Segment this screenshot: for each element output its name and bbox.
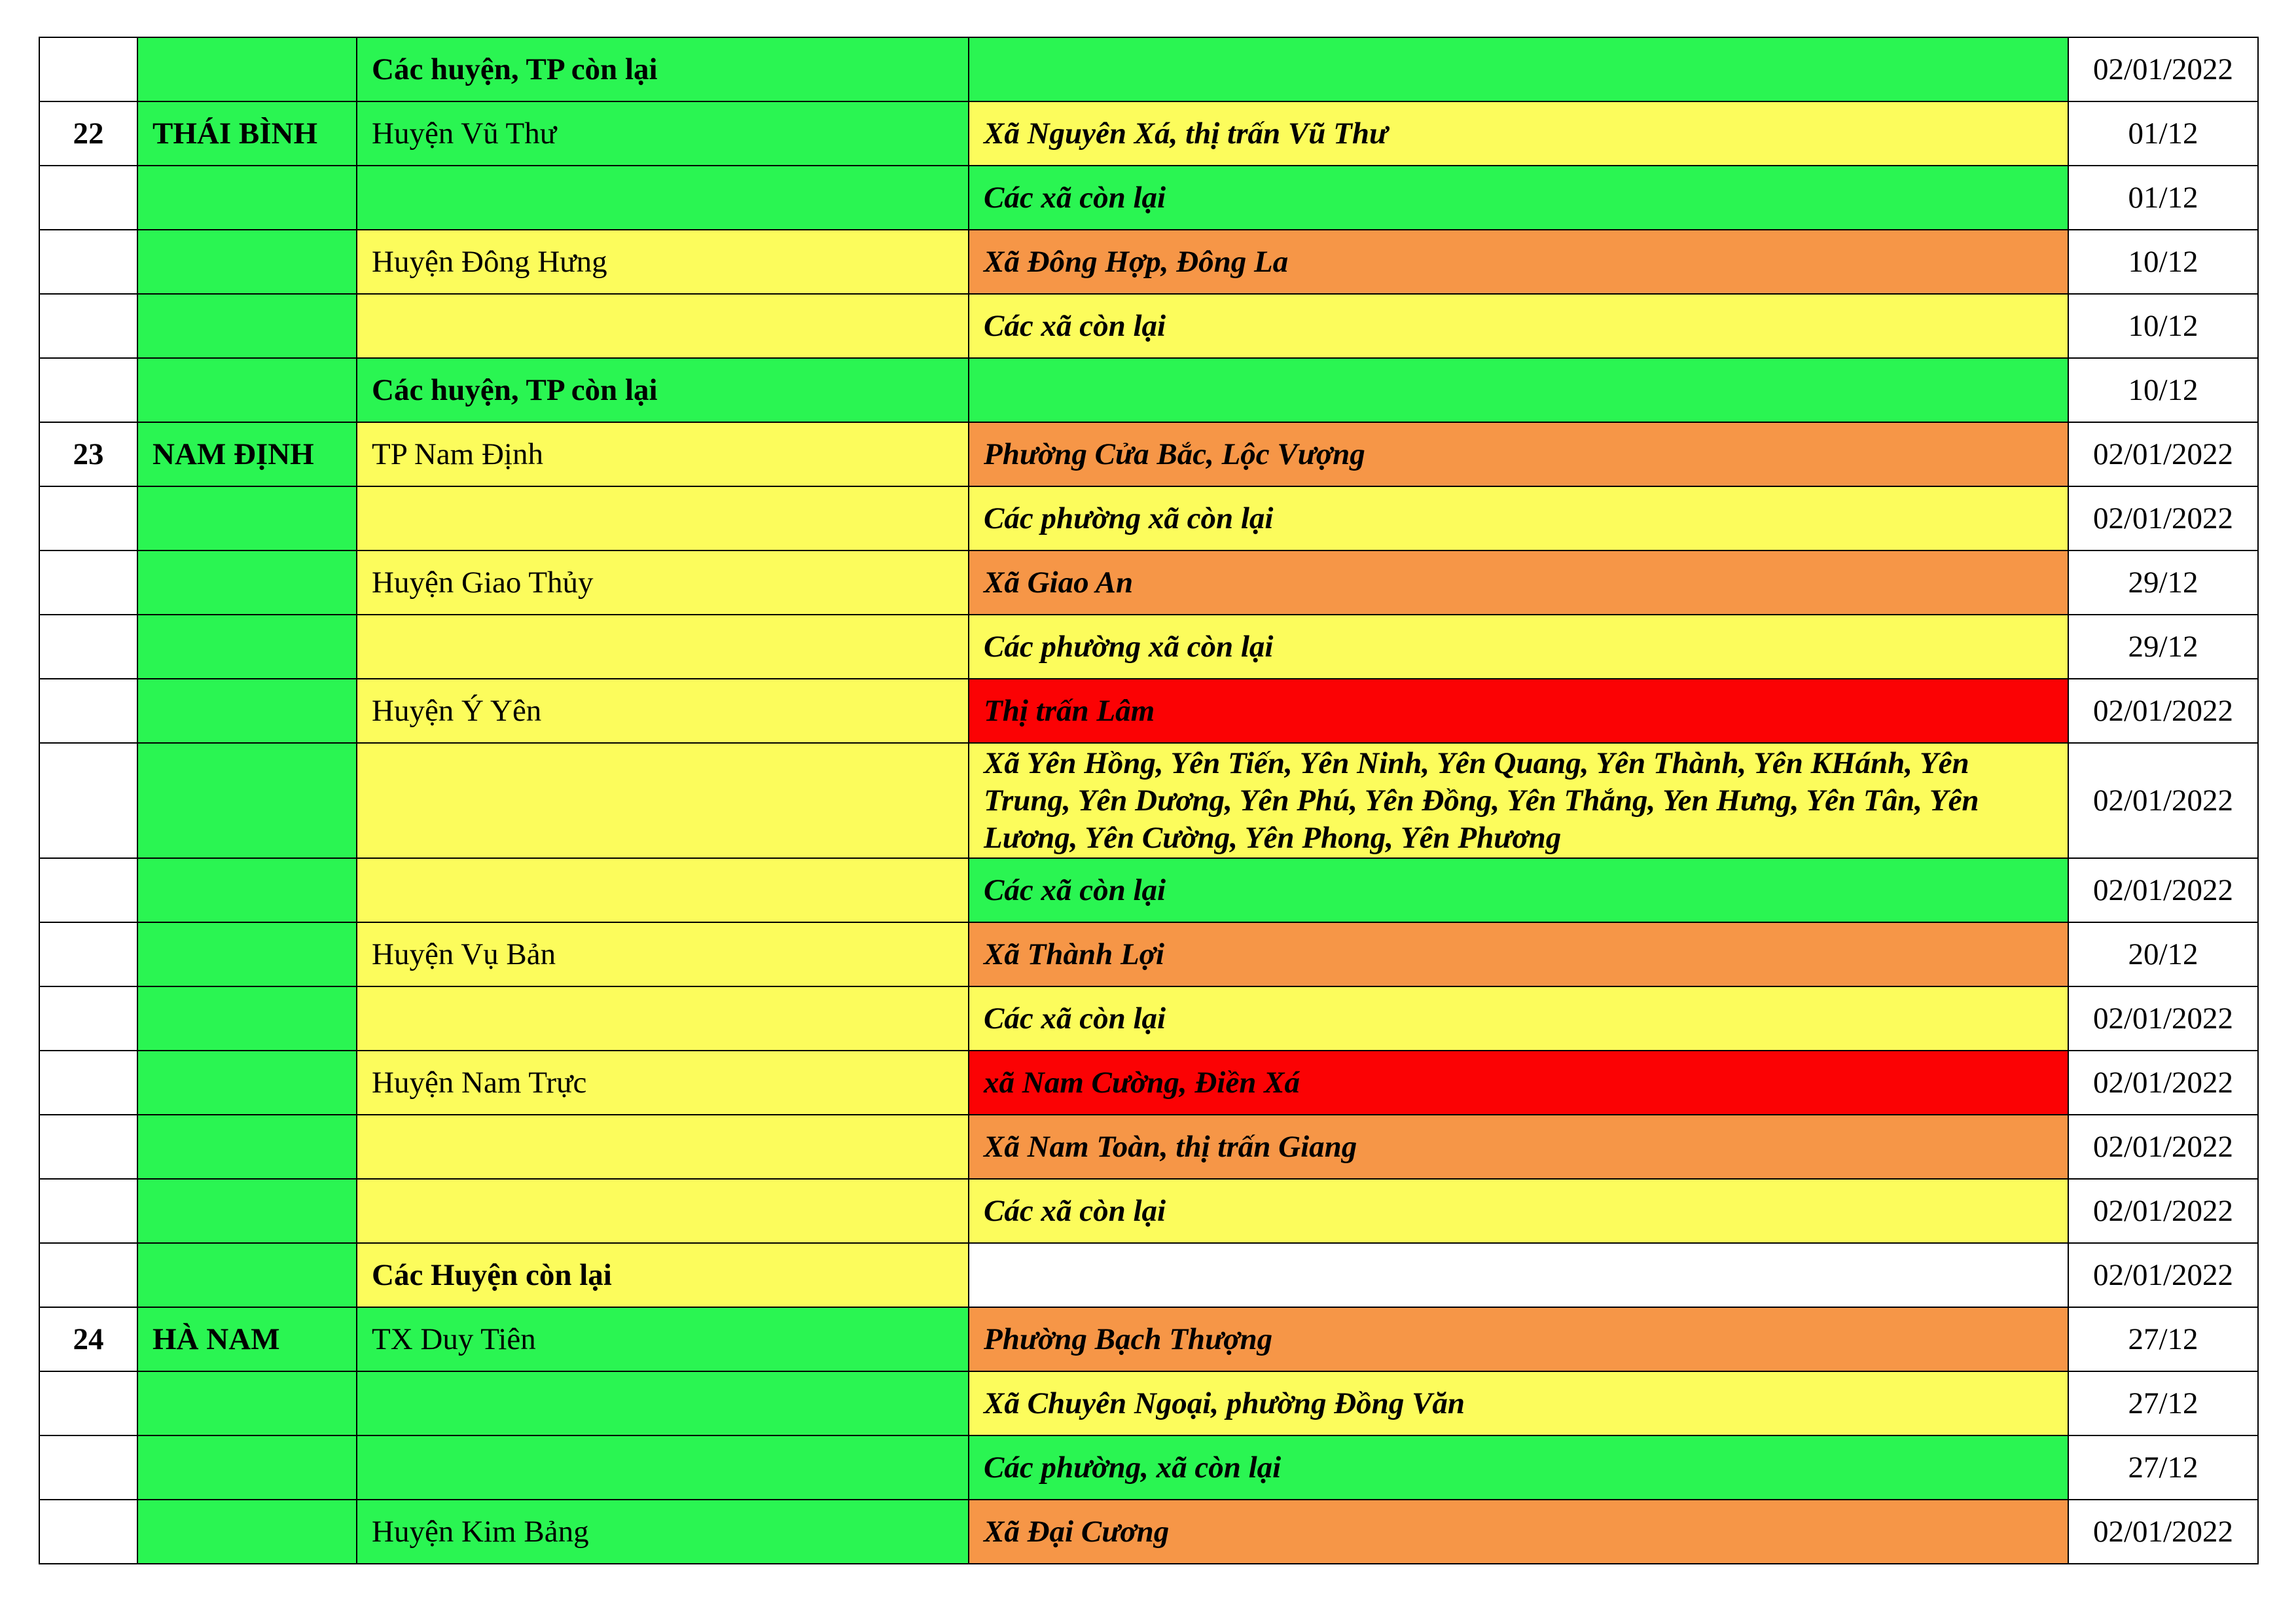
date-cell: 10/12 (2068, 230, 2258, 294)
row-number-cell (39, 679, 137, 743)
district-cell: Huyện Vụ Bản (357, 922, 969, 986)
ward-cell: Các phường xã còn lại (969, 615, 2068, 679)
row-number-cell (39, 37, 137, 101)
ward-cell: Xã Giao An (969, 550, 2068, 615)
table-row (39, 101, 2258, 166)
province-cell (137, 358, 357, 422)
table-row (39, 1371, 2258, 1435)
table-row (39, 230, 2258, 294)
date-cell: 02/01/2022 (2068, 422, 2258, 486)
date-cell: 02/01/2022 (2068, 986, 2258, 1051)
province-cell (137, 294, 357, 358)
district-cell (357, 986, 969, 1051)
province-cell (137, 166, 357, 230)
province-cell (137, 858, 357, 922)
row-number-cell: 24 (39, 1307, 137, 1371)
date-cell: 02/01/2022 (2068, 1179, 2258, 1243)
zone-table-body (39, 37, 2258, 1564)
row-number-cell (39, 550, 137, 615)
province-cell (137, 615, 357, 679)
table-row (39, 1243, 2258, 1307)
table-row (39, 1179, 2258, 1243)
table-row (39, 1435, 2258, 1500)
ward-cell: Xã Đông Hợp, Đông La (969, 230, 2068, 294)
table-row (39, 294, 2258, 358)
province-cell (137, 230, 357, 294)
table-row (39, 1115, 2258, 1179)
row-number-cell: 23 (39, 422, 137, 486)
province-cell (137, 1371, 357, 1435)
row-number-cell (39, 358, 137, 422)
district-cell (357, 743, 969, 858)
date-cell: 02/01/2022 (2068, 679, 2258, 743)
row-number-cell (39, 1371, 137, 1435)
row-number-cell (39, 230, 137, 294)
row-number-cell (39, 922, 137, 986)
date-cell: 27/12 (2068, 1435, 2258, 1500)
ward-cell: Xã Thành Lợi (969, 922, 2068, 986)
date-cell: 27/12 (2068, 1307, 2258, 1371)
district-cell (357, 1435, 969, 1500)
row-number-cell (39, 1243, 137, 1307)
province-cell (137, 486, 357, 550)
province-cell (137, 679, 357, 743)
province-cell (137, 1179, 357, 1243)
row-number-cell (39, 615, 137, 679)
table-row (39, 922, 2258, 986)
district-cell (357, 486, 969, 550)
province-cell: NAM ĐỊNH (137, 422, 357, 486)
table-row (39, 166, 2258, 230)
date-cell: 10/12 (2068, 294, 2258, 358)
table-row (39, 486, 2258, 550)
row-number-cell (39, 1115, 137, 1179)
table-row (39, 743, 2258, 858)
ward-cell: Xã Yên Hồng, Yên Tiến, Yên Ninh, Yên Quang, Yên Thành, Yên KHánh, Yên Trung, Yên Dương, Yên Phú, Yên Đồng, Yên Thắng, Yen Hưng, Yên Tân, Yên Lương, Yên Cường, Yên Phong, Yên Phương (969, 743, 2068, 858)
district-cell: Các huyện, TP còn lại (357, 37, 969, 101)
row-number-cell (39, 1179, 137, 1243)
date-cell: 20/12 (2068, 922, 2258, 986)
ward-cell: Xã Nam Toàn, thị trấn Giang (969, 1115, 2068, 1179)
district-cell (357, 166, 969, 230)
ward-cell (969, 358, 2068, 422)
province-cell (137, 922, 357, 986)
province-cell: HÀ NAM (137, 1307, 357, 1371)
ward-cell: Các xã còn lại (969, 1179, 2068, 1243)
district-cell: Các huyện, TP còn lại (357, 358, 969, 422)
province-cell (137, 1051, 357, 1115)
province-cell (137, 1243, 357, 1307)
district-cell: TP Nam Định (357, 422, 969, 486)
district-cell (357, 615, 969, 679)
ward-cell: Thị trấn Lâm (969, 679, 2068, 743)
district-cell: Các Huyện còn lại (357, 1243, 969, 1307)
district-cell (357, 1115, 969, 1179)
table-row (39, 1500, 2258, 1564)
table-row (39, 679, 2258, 743)
ward-cell (969, 37, 2068, 101)
table-row (39, 1051, 2258, 1115)
province-cell (137, 550, 357, 615)
district-cell (357, 1179, 969, 1243)
district-cell: TX Duy Tiên (357, 1307, 969, 1371)
row-number-cell (39, 294, 137, 358)
date-cell: 02/01/2022 (2068, 1051, 2258, 1115)
table-row (39, 358, 2258, 422)
date-cell: 10/12 (2068, 358, 2258, 422)
date-cell: 02/01/2022 (2068, 858, 2258, 922)
date-cell: 29/12 (2068, 615, 2258, 679)
district-cell (357, 858, 969, 922)
row-number-cell (39, 743, 137, 858)
ward-cell: Các xã còn lại (969, 166, 2068, 230)
province-cell (137, 37, 357, 101)
district-cell: Huyện Giao Thủy (357, 550, 969, 615)
district-cell: Huyện Đông Hưng (357, 230, 969, 294)
table-row (39, 858, 2258, 922)
date-cell: 01/12 (2068, 101, 2258, 166)
table-row (39, 422, 2258, 486)
ward-cell: Xã Chuyên Ngoại, phường Đồng Văn (969, 1371, 2068, 1435)
ward-cell (969, 1243, 2068, 1307)
row-number-cell (39, 858, 137, 922)
ward-cell: Các phường, xã còn lại (969, 1435, 2068, 1500)
ward-cell: Phường Bạch Thượng (969, 1307, 2068, 1371)
province-cell (137, 986, 357, 1051)
date-cell: 02/01/2022 (2068, 1115, 2258, 1179)
district-cell: Huyện Ý Yên (357, 679, 969, 743)
province-cell (137, 1500, 357, 1564)
date-cell: 02/01/2022 (2068, 1243, 2258, 1307)
province-cell (137, 1115, 357, 1179)
ward-cell: Phường Cửa Bắc, Lộc Vượng (969, 422, 2068, 486)
row-number-cell (39, 1051, 137, 1115)
row-number-cell: 22 (39, 101, 137, 166)
district-cell (357, 294, 969, 358)
district-cell: Huyện Kim Bảng (357, 1500, 969, 1564)
row-number-cell (39, 1435, 137, 1500)
date-cell: 02/01/2022 (2068, 486, 2258, 550)
row-number-cell (39, 486, 137, 550)
table-row (39, 37, 2258, 101)
row-number-cell (39, 166, 137, 230)
ward-cell: xã Nam Cường, Điền Xá (969, 1051, 2068, 1115)
province-cell (137, 1435, 357, 1500)
date-cell: 27/12 (2068, 1371, 2258, 1435)
ward-cell: Các xã còn lại (969, 858, 2068, 922)
date-cell: 01/12 (2068, 166, 2258, 230)
zone-table (39, 37, 2259, 1564)
ward-cell: Xã Đại Cương (969, 1500, 2068, 1564)
table-row (39, 1307, 2258, 1371)
ward-cell: Các xã còn lại (969, 986, 2068, 1051)
date-cell: 02/01/2022 (2068, 1500, 2258, 1564)
date-cell: 29/12 (2068, 550, 2258, 615)
table-row (39, 550, 2258, 615)
table-row (39, 986, 2258, 1051)
province-cell (137, 743, 357, 858)
province-cell: THÁI BÌNH (137, 101, 357, 166)
row-number-cell (39, 1500, 137, 1564)
row-number-cell (39, 986, 137, 1051)
ward-cell: Xã Nguyên Xá, thị trấn Vũ Thư (969, 101, 2068, 166)
district-cell (357, 1371, 969, 1435)
district-cell: Huyện Nam Trực (357, 1051, 969, 1115)
ward-cell: Các phường xã còn lại (969, 486, 2068, 550)
date-cell: 02/01/2022 (2068, 743, 2258, 858)
ward-cell: Các xã còn lại (969, 294, 2068, 358)
table-row (39, 615, 2258, 679)
date-cell: 02/01/2022 (2068, 37, 2258, 101)
district-cell: Huyện Vũ Thư (357, 101, 969, 166)
